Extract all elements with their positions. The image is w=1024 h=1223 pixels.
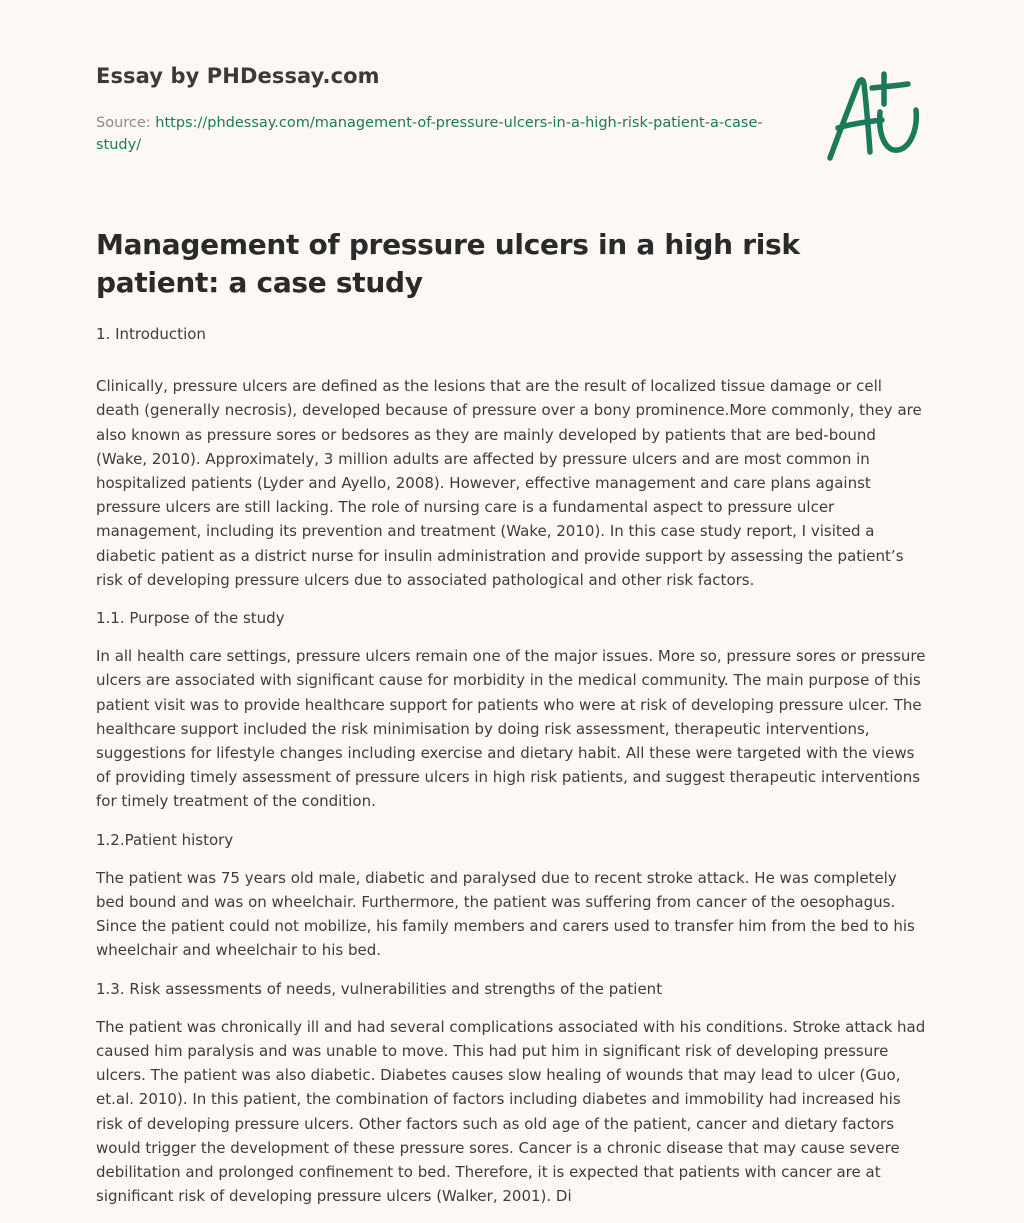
- section-heading: 1.2.Patient history: [96, 830, 234, 849]
- a-plus-grade-icon: [824, 66, 928, 166]
- section-heading: 1.1. Purpose of the study: [96, 609, 285, 628]
- section-heading: 1. Introduction: [96, 325, 206, 343]
- section-heading: 1.3. Risk assessments of needs, vulnerabilities and strengths of the patient: [96, 979, 663, 998]
- paragraph: Clinically, pressure ulcers are defined as the lesions that are the result of localized tissue damage or cell death (generally necrosis), developed because of pressure over a bony prominence.More commonly, they are also known as pressure sores or bedsores as they are mainly developed by patients that are bed-bound (Wake, 2010). Approximately, 3 million adults are affected by pressure ulcers and are most common in hospitalized patients (Lyder and Ayello, 2008). However, effective management and care plans against pressure ulcers are still lacking. The role of nursing care is a fundamental aspect to pressure ulcer management, including its prevention and treatment (Wake, 2010). In this case study report, I visited a diabetic patient as a district nurse for insulin administration and provide support by assessing the patient’s risk of developing pressure ulcers due to associated pathological and other risk factors.: [96, 377, 922, 589]
- page-title: Management of pressure ulcers in a high risk patient: a case study: [96, 228, 800, 299]
- source-link[interactable]: https://phdessay.com/management-of-pressure-ulcers-in-a-high-risk-patient-a-case-study/: [96, 115, 763, 153]
- essay-body: [96, 322, 928, 1223]
- brand-name: Essay by PHDessay.com: [96, 64, 380, 88]
- paragraph: The patient was 75 years old male, diabetic and paralysed due to recent stroke attack. He was completely bed bound and was on wheelchair. Furthermore, the patient was suffering from cancer of the oesophagus. Since the patient could not mobilize, his family members and carers used to transfer him from the bed to his wheelchair and wheelchair to his bed.: [96, 868, 915, 960]
- source-label: Source:: [96, 115, 151, 131]
- paragraph: In all health care settings, pressure ulcers remain one of the major issues. More so, pressure sores or pressure ulcers are associated with significant cause for morbidity in the medical community. The main purpose of this patient visit was to provide healthcare support for patients who were at risk of developing pressure ulcer. The healthcare support included the risk minimisation by doing risk assessment, therapeutic interventions, suggestions for lifestyle changes including exercise and dietary habit. All these were targeted with the views of providing timely assessment of pressure ulcers in high risk patients, and suggest therapeutic interventions for timely treatment of the condition.: [96, 647, 926, 811]
- paragraph: The patient was chronically ill and had several complications associated with his conditions. Stroke attack had caused him paralysis and was unable to move. This had put him in significant risk of developing pressure ulcers. The patient was also diabetic. Diabetes causes slow healing of wounds that may lead to ulcer (Guo, et.al. 2010). In this patient, the combination of factors including diabetes and immobility had increased his risk of developing pressure ulcers. Other factors such as old age of the patient, cancer and dietary factors would trigger the development of these pressure sores. Cancer is a chronic disease that may cause severe debilitation and prolonged confinement to bed. Therefore, it is expected that patients with cancer are at significant risk of developing pressure ulcers (Walker, 2001). Di: [96, 1017, 926, 1206]
- source-line: [96, 112, 776, 156]
